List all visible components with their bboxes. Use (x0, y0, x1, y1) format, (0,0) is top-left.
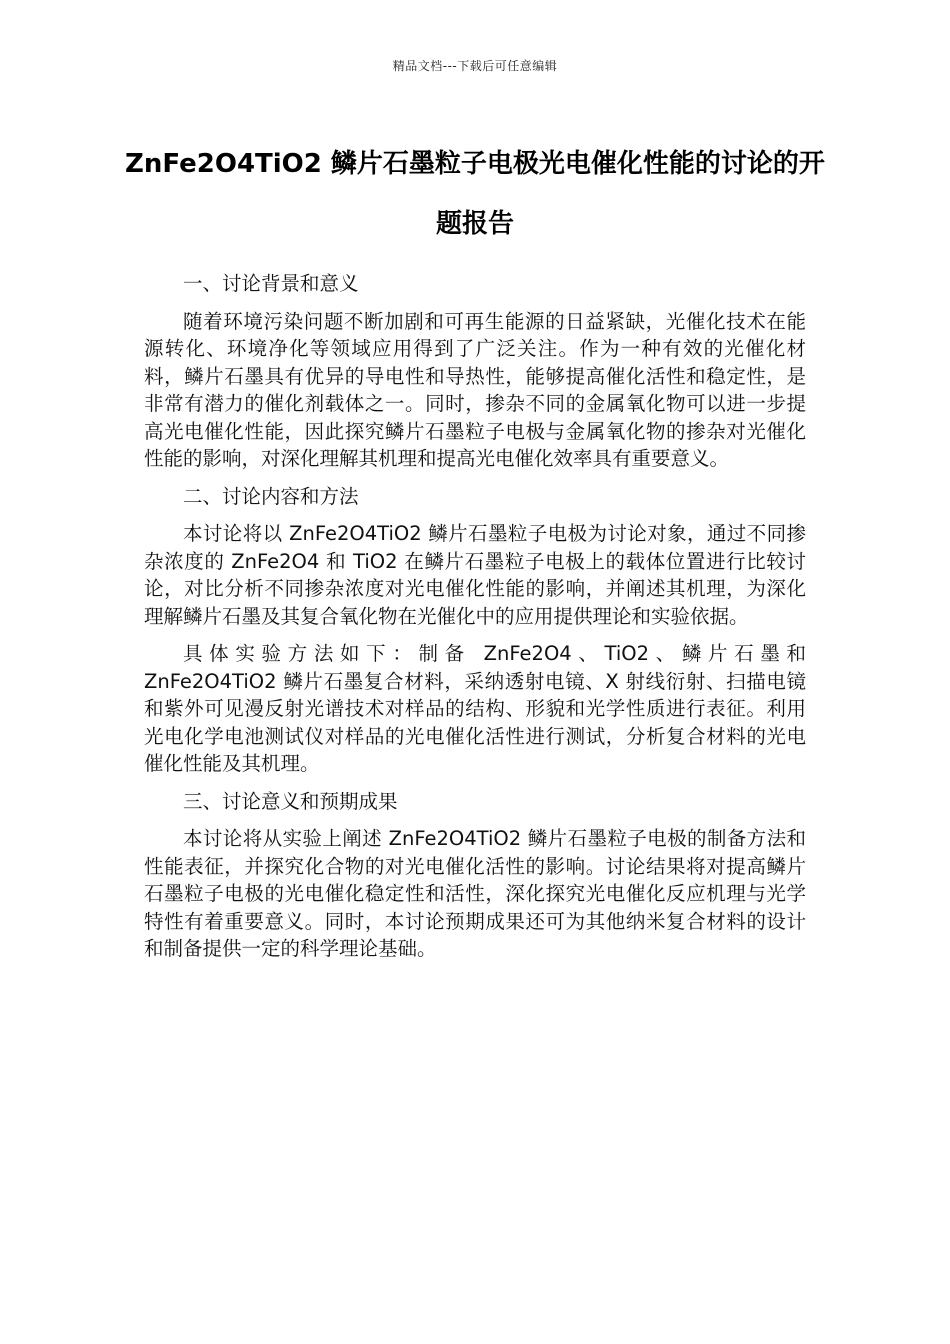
section-heading-content-methods: 二、讨论内容和方法 (183, 484, 359, 508)
paragraph-background: 随着环境污染问题不断加剧和可再生能源的日益紧缺，光催化技术在能源转化、环境净化等领域应用得到了广泛关注。作为一种有效的光催化材料，鳞片石墨具有优异的导电性和导热性，能够提高催化活性和稳定性，是非常有潜力的催化剂载体之一。同时，掺杂不同的金属氧化物可以进一步提高光电催化性能，因此探究鳞片石墨粒子电极与金属氧化物的掺杂对光催化性能的影响，对深化理解其机理和提高光电催化效率具有重要意义。 (144, 309, 806, 470)
document-body (144, 270, 806, 963)
section-heading-significance: 三、讨论意义和预期成果 (183, 789, 398, 813)
paragraph-significance: 本讨论将从实验上阐述 ZnFe2O4TiO2 鳞片石墨粒子电极的制备方法和性能表征，并探究化合物的对光电催化活性的影响。讨论结果将对提高鳞片石墨粒子电极的光电催化稳定性和活性，深化探究光电催化反应机理与光学特性有着重要意义。同时，本讨论预期成果还可为其他纳米复合材料的设计和制备提供一定的科学理论基础。 (144, 827, 806, 960)
paragraph-content: 本讨论将以 ZnFe2O4TiO2 鳞片石墨粒子电极为讨论对象，通过不同掺杂浓度的 ZnFe2O4 和 TiO2 在鳞片石墨粒子电极上的载体位置进行比较讨论，对比分析不同掺杂浓度对光电催化性能的影响，并阐述其机理，为深化理解鳞片石墨及其复合氧化物在光催化中的应用提供理论和实验依据。 (144, 522, 806, 628)
page-title: ZnFe2O4TiO2 鳞片石墨粒子电极光电催化性能的讨论的开题报告 (125, 149, 825, 239)
section-heading-background: 一、讨论背景和意义 (183, 272, 359, 295)
header-note: 精品文档---下载后可任意编辑 (392, 59, 558, 73)
paragraph-methods: 具体实验方法如下：制备 ZnFe2O4、TiO2、鳞片石墨和 ZnFe2O4TiO2 鳞片石墨复合材料，采纳透射电镜、X 射线衍射、扫描电镜和紫外可见漫反射光谱技术对样品的结构、形貌和光学性质进行表征。利用光电化学电池测试仪对样品的光电催化活性进行测试，分析复合材料的光电催化性能及其机理。 (144, 642, 806, 775)
